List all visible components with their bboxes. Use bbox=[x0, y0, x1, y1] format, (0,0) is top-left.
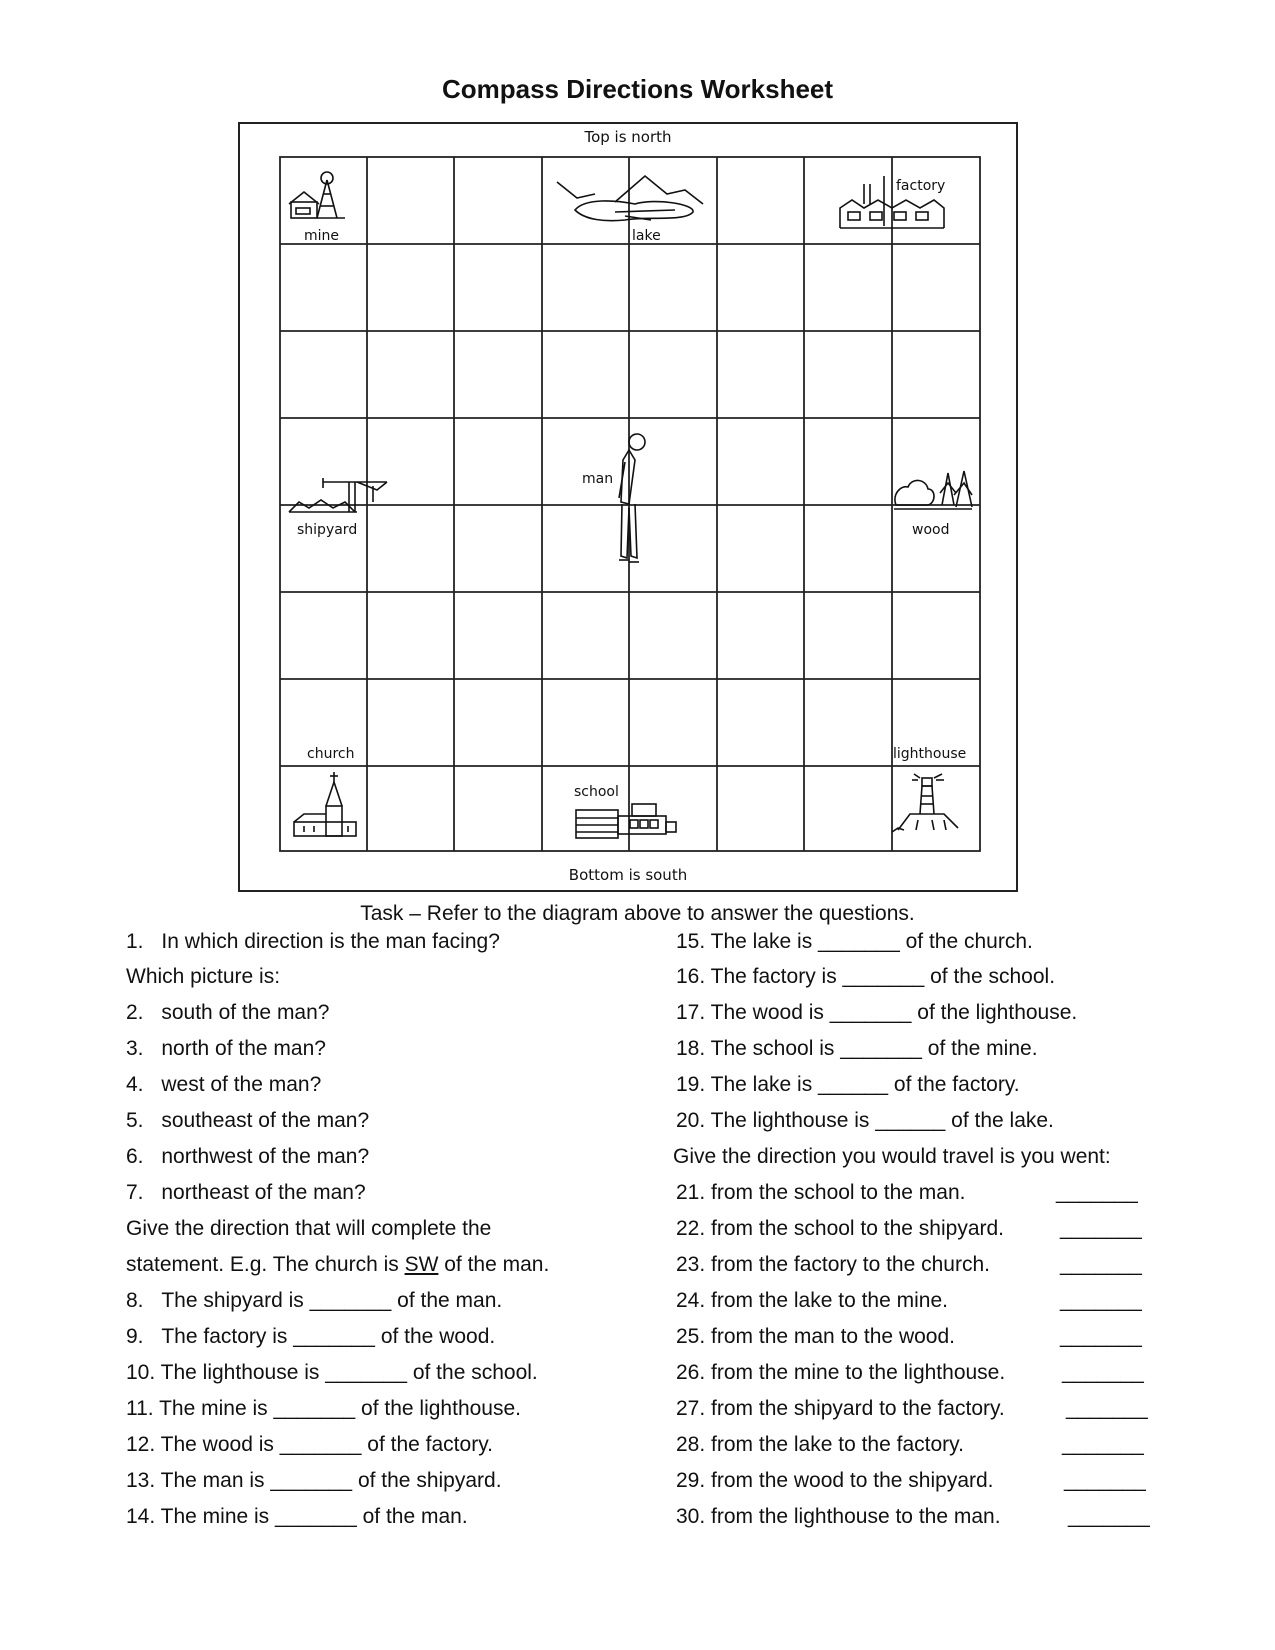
question-17: 17. The wood is _______ of the lighthouse. bbox=[676, 1001, 1078, 1024]
example-statement bbox=[126, 1253, 549, 1277]
factory-label: factory bbox=[896, 178, 946, 194]
question-text: northwest of the man? bbox=[161, 1145, 370, 1168]
question-number: 2. bbox=[126, 1001, 144, 1024]
lighthouse-icon bbox=[888, 770, 968, 838]
question-15: 15. The lake is _______ of the church. bbox=[676, 930, 1033, 953]
question-2 bbox=[126, 1001, 329, 1025]
question-21: 21. from the school to the man. bbox=[676, 1181, 966, 1204]
wood-trees-icon bbox=[892, 465, 974, 515]
question-13: 13. The man is _______ of the shipyard. bbox=[126, 1469, 502, 1492]
question-text: The factory is _______ of the wood. bbox=[161, 1325, 496, 1348]
worksheet-title: Compass Directions Worksheet bbox=[441, 74, 834, 104]
question-30: 30. from the lighthouse to the man. bbox=[676, 1505, 1001, 1528]
mine-label: mine bbox=[304, 228, 340, 244]
question-10: 10. The lighthouse is _______ of the school. bbox=[126, 1361, 538, 1384]
mine-icon bbox=[287, 168, 349, 226]
question-14: 14. The mine is _______ of the man. bbox=[126, 1505, 468, 1528]
question-text: northeast of the man? bbox=[161, 1181, 366, 1204]
school-icon bbox=[574, 800, 680, 840]
shipyard-crane-icon bbox=[287, 472, 392, 518]
answer-blank: _______ bbox=[1056, 1181, 1138, 1204]
answer-blank: _______ bbox=[1068, 1505, 1150, 1528]
question-26: 26. from the mine to the lighthouse. bbox=[676, 1361, 1006, 1384]
church-icon bbox=[292, 770, 358, 842]
lake-label: lake bbox=[632, 228, 661, 244]
question-text: north of the man? bbox=[161, 1037, 326, 1060]
answer-blank: _______ bbox=[1062, 1433, 1144, 1456]
answer-blank: _______ bbox=[1064, 1469, 1146, 1492]
wood-label: wood bbox=[912, 522, 950, 538]
question-text: south of the man? bbox=[161, 1001, 330, 1024]
man-label: man bbox=[582, 471, 614, 487]
example-text-end: of the man. bbox=[438, 1253, 550, 1276]
question-16: 16. The factory is _______ of the school. bbox=[676, 965, 1056, 988]
question-number: 9. bbox=[126, 1325, 144, 1348]
task-instructions: Task – Refer to the diagram above to answer the questions. bbox=[360, 902, 915, 925]
question-5 bbox=[126, 1109, 369, 1133]
question-7 bbox=[126, 1181, 366, 1205]
question-4 bbox=[126, 1073, 321, 1097]
question-19: 19. The lake is ______ of the factory. bbox=[676, 1073, 1020, 1096]
question-20: 20. The lighthouse is ______ of the lake. bbox=[676, 1109, 1054, 1132]
question-27: 27. from the shipyard to the factory. bbox=[676, 1397, 1005, 1420]
top-is-north-label: Top is north bbox=[584, 128, 672, 146]
question-9 bbox=[126, 1325, 495, 1349]
answer-blank: _______ bbox=[1066, 1397, 1148, 1420]
answer-blank: _______ bbox=[1062, 1361, 1144, 1384]
question-8 bbox=[126, 1289, 502, 1313]
bottom-is-south-label: Bottom is south bbox=[568, 866, 688, 884]
question-25: 25. from the man to the wood. bbox=[676, 1325, 955, 1348]
question-text: In which direction is the man facing? bbox=[161, 930, 500, 953]
question-number: 8. bbox=[126, 1289, 144, 1312]
question-number: 6. bbox=[126, 1145, 144, 1168]
answer-blank: _______ bbox=[1060, 1253, 1142, 1276]
question-24: 24. from the lake to the mine. bbox=[676, 1289, 948, 1312]
question-number: 7. bbox=[126, 1181, 144, 1204]
question-22: 22. from the school to the shipyard. bbox=[676, 1217, 1005, 1240]
lighthouse-label: lighthouse bbox=[893, 746, 967, 762]
answer-blank: _______ bbox=[1060, 1217, 1142, 1240]
answer-blank: _______ bbox=[1060, 1289, 1142, 1312]
question-12: 12. The wood is _______ of the factory. bbox=[126, 1433, 493, 1456]
section-heading: Give the direction you would travel is you went: bbox=[673, 1145, 1111, 1168]
question-11: 11. The mine is _______ of the lighthouse. bbox=[126, 1397, 522, 1420]
question-6 bbox=[126, 1145, 369, 1169]
question-text: The shipyard is _______ of the man. bbox=[161, 1289, 503, 1312]
question-1 bbox=[126, 930, 500, 954]
man-figure bbox=[605, 432, 655, 568]
question-3 bbox=[126, 1037, 326, 1061]
example-answer: SW bbox=[404, 1253, 439, 1276]
question-number: 3. bbox=[126, 1037, 144, 1060]
shipyard-label: shipyard bbox=[297, 522, 358, 538]
question-18: 18. The school is _______ of the mine. bbox=[676, 1037, 1038, 1060]
question-23: 23. from the factory to the church. bbox=[676, 1253, 990, 1276]
question-29: 29. from the wood to the shipyard. bbox=[676, 1469, 994, 1492]
section-heading: Give the direction that will complete the bbox=[126, 1217, 492, 1240]
question-number: 4. bbox=[126, 1073, 144, 1096]
question-28: 28. from the lake to the factory. bbox=[676, 1433, 964, 1456]
answer-blank: _______ bbox=[1060, 1325, 1142, 1348]
lake-icon bbox=[555, 170, 705, 230]
section-heading: Which picture is: bbox=[126, 965, 281, 988]
example-text: statement. E.g. The church is bbox=[126, 1253, 405, 1276]
school-label: school bbox=[574, 784, 619, 800]
question-text: west of the man? bbox=[161, 1073, 322, 1096]
church-label: church bbox=[307, 746, 355, 762]
question-number: 5. bbox=[126, 1109, 144, 1132]
question-text: southeast of the man? bbox=[161, 1109, 370, 1132]
question-number: 1. bbox=[126, 930, 144, 953]
